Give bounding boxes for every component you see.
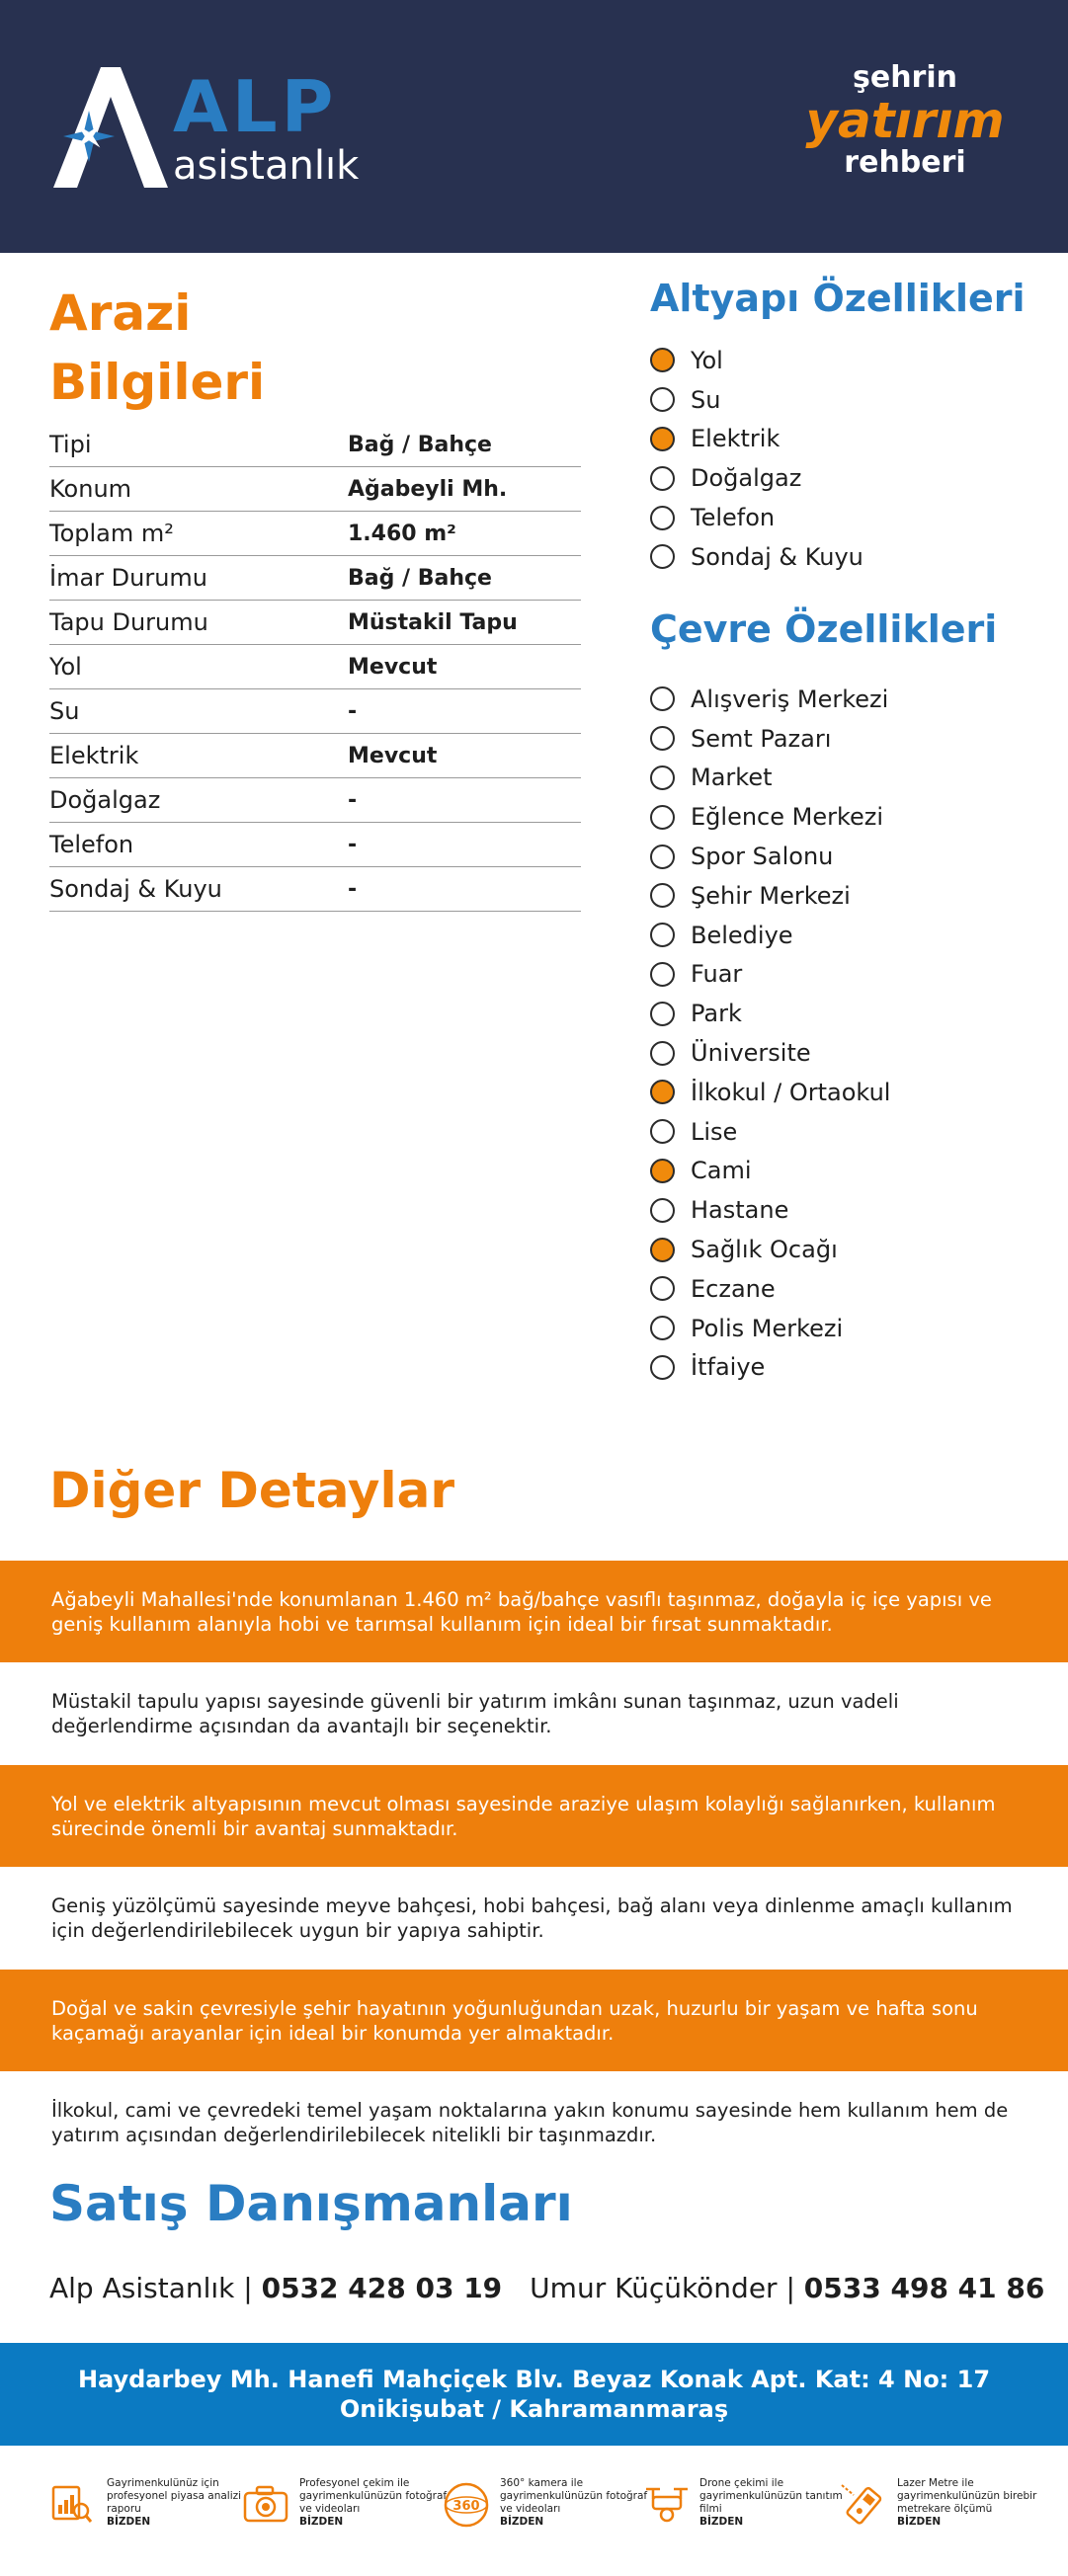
altyapi-item-label: Su: [691, 385, 721, 414]
cevre-item: [650, 1348, 890, 1388]
cevre-item-label: İtfaiye: [691, 1353, 766, 1382]
checked-circle-icon: [650, 348, 675, 372]
cevre-item: [650, 680, 890, 719]
altyapi-item: [650, 380, 863, 420]
altyapi-item-label: Yol: [691, 346, 723, 374]
feature-text: [897, 2477, 1045, 2529]
camera-icon: [242, 2481, 289, 2525]
unchecked-circle-icon: [650, 506, 675, 530]
altyapi-list: [650, 341, 863, 577]
arazi-info-table: [49, 423, 581, 912]
cevre-item: [650, 1309, 890, 1348]
info-row: [49, 689, 581, 734]
feature-bold: BİZDEN: [897, 2516, 942, 2528]
cevre-item: [650, 797, 890, 837]
cevre-item-label: Üniversite: [691, 1039, 811, 1068]
footer-features: [0, 2459, 1068, 2576]
cevre-item-label: Belediye: [691, 921, 793, 949]
cevre-item: [650, 1230, 890, 1269]
laser-meter-icon: [840, 2481, 889, 2529]
detail-paragraph: [0, 1662, 1068, 1764]
unchecked-circle-icon: [650, 726, 675, 751]
detail-paragraph-text: Müstakil tapulu yapısı sayesinde güvenli bir yatırım imkânı sunan taşınmaz, uzun vadeli değerlendirme açısından da avantajlı bir seçenektir.: [51, 1689, 899, 1737]
detail-paragraph-text: İlkokul, cami ve çevredeki temel yaşam noktalarına yakın konumu sayesinde hem kullanım hem de yatırım açısından değerlendirilebilecek nitelikli bir taşınmazdır.: [51, 2098, 1009, 2146]
cevre-title: Çevre Özellikleri: [650, 607, 998, 651]
info-row: [49, 823, 581, 867]
cevre-item-label: Market: [691, 764, 773, 792]
altyapi-item: [650, 458, 863, 498]
unchecked-circle-icon: [650, 765, 675, 790]
info-value: -: [348, 832, 358, 857]
slogan: [791, 61, 1019, 200]
contacts: Alp Asistanlık | 0532 428 03 19 Umur Küçükönder | 0533 498 41 86: [49, 2272, 1045, 2304]
altyapi-title: Altyapı Özellikleri: [650, 277, 1026, 320]
address-line-1: Haydarbey Mh. Hanefi Mahçiçek Blv. Beyaz Konak Apt. Kat: 4 No: 17: [77, 2366, 991, 2393]
unchecked-circle-icon: [650, 387, 675, 412]
feature-text: [699, 2477, 848, 2529]
altyapi-item-label: Telefon: [691, 504, 776, 532]
info-label: Su: [49, 697, 80, 725]
feature-bold: BİZDEN: [299, 2516, 344, 2528]
contact-name: Umur Küçükönder: [530, 2272, 778, 2304]
cevre-item: [650, 1073, 890, 1112]
cevre-item-label: Polis Merkezi: [691, 1314, 844, 1342]
cevre-item: [650, 1269, 890, 1309]
info-label: Sondaj & Kuyu: [49, 875, 222, 903]
cevre-item: [650, 955, 890, 995]
info-label: Elektrik: [49, 742, 139, 769]
unchecked-circle-icon: [650, 962, 675, 987]
info-row: [49, 867, 581, 912]
unchecked-circle-icon: [650, 686, 675, 711]
cevre-item-label: Eğlence Merkezi: [691, 803, 884, 832]
feature-bold: BİZDEN: [500, 2516, 544, 2528]
altyapi-item: [650, 420, 863, 459]
info-value: 1.460 m²: [348, 521, 456, 546]
slogan-line-1: şehrin: [853, 60, 957, 95]
feature-desc: Lazer Metre ile gayrimenkulünüzün birebir metrekare ölçümü: [897, 2477, 1037, 2515]
unchecked-circle-icon: [650, 466, 675, 491]
feature-desc: 360° kamera ile gayrimenkulünüzün fotoğraf ve videoları: [500, 2477, 648, 2515]
unchecked-circle-icon: [650, 1041, 675, 1066]
unchecked-circle-icon: [650, 845, 675, 869]
unchecked-circle-icon: [650, 923, 675, 947]
info-value: Bağ / Bahçe: [348, 565, 492, 591]
cevre-item-label: Sağlık Ocağı: [691, 1236, 838, 1264]
contact-phone[interactable]: 0533 498 41 86: [803, 2272, 1045, 2304]
altyapi-item-label: Sondaj & Kuyu: [691, 542, 863, 571]
unchecked-circle-icon: [650, 1198, 675, 1223]
info-row: [49, 512, 581, 556]
feature-desc: Drone çekimi ile gayrimenkulünüzün tanıtım filmi: [699, 2477, 843, 2515]
unchecked-circle-icon: [650, 1002, 675, 1026]
info-label: Tipi: [49, 431, 92, 458]
cevre-item: [650, 916, 890, 955]
unchecked-circle-icon: [650, 805, 675, 830]
detail-paragraph-text: Geniş yüzölçümü sayesinde meyve bahçesi, hobi bahçesi, bağ alanı veya dinlenme amaçlı kullanım için değerlendirilebilecek uygun bir yapıya sahiptir.: [51, 1893, 1013, 1942]
detail-paragraph-text: Yol ve elektrik altyapısının mevcut olması sayesinde araziye ulaşım kolaylığı sağlanırken, kullanım sürecinde önemli bir avantaj sunmaktadır.: [51, 1792, 996, 1840]
info-value: Bağ / Bahçe: [348, 432, 492, 457]
unchecked-circle-icon: [650, 1276, 675, 1301]
altyapi-item: [650, 498, 863, 537]
info-label: Telefon: [49, 831, 134, 858]
unchecked-circle-icon: [650, 1119, 675, 1144]
360-badge: 360: [452, 2499, 480, 2514]
slogan-line-3: rehberi: [844, 145, 966, 180]
cevre-item-label: Semt Pazarı: [691, 724, 832, 753]
info-label: Toplam m²: [49, 520, 174, 547]
address-bar: [0, 2343, 1068, 2446]
unchecked-circle-icon: [650, 1316, 675, 1340]
info-row: [49, 645, 581, 689]
info-row: [49, 556, 581, 601]
info-row: [49, 734, 581, 778]
checked-circle-icon: [650, 1080, 675, 1104]
detail-paragraph-text: Doğal ve sakin çevresiyle şehir hayatının yoğunluğundan uzak, huzurlu bir yaşam ve hafta sonu kaçamağı arayanlar için ideal bir konumda yer almaktadır.: [51, 1996, 978, 2045]
checked-circle-icon: [650, 1159, 675, 1183]
cevre-item: [650, 994, 890, 1033]
address-line-2: Onikişubat / Kahramanmaraş: [339, 2395, 729, 2423]
info-value: Mevcut: [348, 743, 438, 768]
detail-paragraph-text: Ağabeyli Mahallesi'nde konumlanan 1.460 m² bağ/bahçe vasıflı taşınmaz, doğayla iç içe yapısı ve geniş kullanım alanıyla hobi ve tarımsal kullanım için ideal bir fırsat sunmaktadır.: [51, 1587, 992, 1636]
cevre-item-label: Fuar: [691, 960, 743, 989]
feature-bold: BİZDEN: [699, 2516, 744, 2528]
info-row: [49, 778, 581, 823]
cevre-item-label: Eczane: [691, 1274, 776, 1303]
cevre-item-label: Şehir Merkezi: [691, 881, 851, 910]
checked-circle-icon: [650, 1238, 675, 1262]
info-value: Ağabeyli Mh.: [348, 476, 508, 502]
cevre-item: [650, 1152, 890, 1191]
feature-desc: Profesyonel çekim ile gayrimenkulünüzün fotoğraf ve videoları: [299, 2477, 448, 2515]
cevre-item: [650, 759, 890, 798]
info-label: Konum: [49, 475, 132, 503]
detail-paragraph: [0, 1561, 1068, 1662]
info-value: Müstakil Tapu: [348, 609, 518, 635]
cevre-item-label: İlkokul / Ortaokul: [691, 1078, 891, 1106]
cevre-list: [650, 680, 890, 1387]
unchecked-circle-icon: [650, 544, 675, 569]
info-label: Yol: [49, 653, 82, 681]
unchecked-circle-icon: [650, 1355, 675, 1380]
logo-sub-text: asistanlık: [173, 143, 360, 189]
cevre-item: [650, 876, 890, 916]
feature-desc: Gayrimenkulünüz için profesyonel piyasa analizi raporu: [107, 2477, 242, 2515]
logo: [49, 59, 375, 198]
feature-bold: BİZDEN: [107, 2516, 151, 2528]
info-row: [49, 423, 581, 467]
altyapi-item: [650, 537, 863, 577]
checked-circle-icon: [650, 427, 675, 451]
info-label: İmar Durumu: [49, 564, 208, 592]
feature-text: [299, 2477, 448, 2529]
detail-paragraph: [0, 1970, 1068, 2071]
cevre-item-label: Lise: [691, 1117, 738, 1146]
contact-name: Alp Asistanlık: [49, 2272, 235, 2304]
360-icon: [443, 2481, 490, 2529]
cevre-item-label: Alışveriş Merkezi: [691, 684, 889, 713]
detail-paragraph: [0, 1765, 1068, 1867]
cevre-item-label: Hastane: [691, 1196, 789, 1225]
logo-alp-text: ALP: [173, 65, 338, 148]
info-value: -: [348, 876, 358, 902]
header: [0, 0, 1068, 253]
cevre-item: [650, 1190, 890, 1230]
arazi-title: Arazi Bilgileri: [49, 284, 266, 411]
feature-text: [107, 2477, 255, 2529]
cevre-item-label: Park: [691, 1000, 742, 1028]
report-icon: [49, 2481, 93, 2525]
diger-title: Diğer Detaylar: [49, 1462, 455, 1519]
detail-paragraph: [0, 2071, 1068, 2173]
altyapi-item-label: Doğalgaz: [691, 464, 802, 493]
slogan-line-2: yatırım: [805, 92, 1005, 149]
cevre-item-label: Spor Salonu: [691, 843, 834, 871]
feature-text: [500, 2477, 648, 2529]
info-row: [49, 467, 581, 512]
cevre-item: [650, 1112, 890, 1152]
cevre-item: [650, 837, 890, 876]
info-value: -: [348, 698, 358, 724]
info-row: [49, 601, 581, 645]
detail-paragraph: [0, 1867, 1068, 1969]
cevre-item: [650, 719, 890, 759]
cevre-item-label: Cami: [691, 1157, 752, 1185]
cevre-item: [650, 1033, 890, 1073]
info-value: -: [348, 787, 358, 813]
info-label: Tapu Durumu: [49, 608, 208, 636]
info-value: Mevcut: [348, 654, 438, 680]
altyapi-item: [650, 341, 863, 380]
altyapi-item-label: Elektrik: [691, 425, 780, 453]
drone-icon: [642, 2481, 692, 2525]
info-label: Doğalgaz: [49, 786, 161, 814]
unchecked-circle-icon: [650, 883, 675, 908]
contact-phone[interactable]: 0532 428 03 19: [261, 2272, 503, 2304]
satis-title: Satış Danışmanları: [49, 2175, 573, 2232]
logo-mark-icon: [49, 59, 178, 198]
